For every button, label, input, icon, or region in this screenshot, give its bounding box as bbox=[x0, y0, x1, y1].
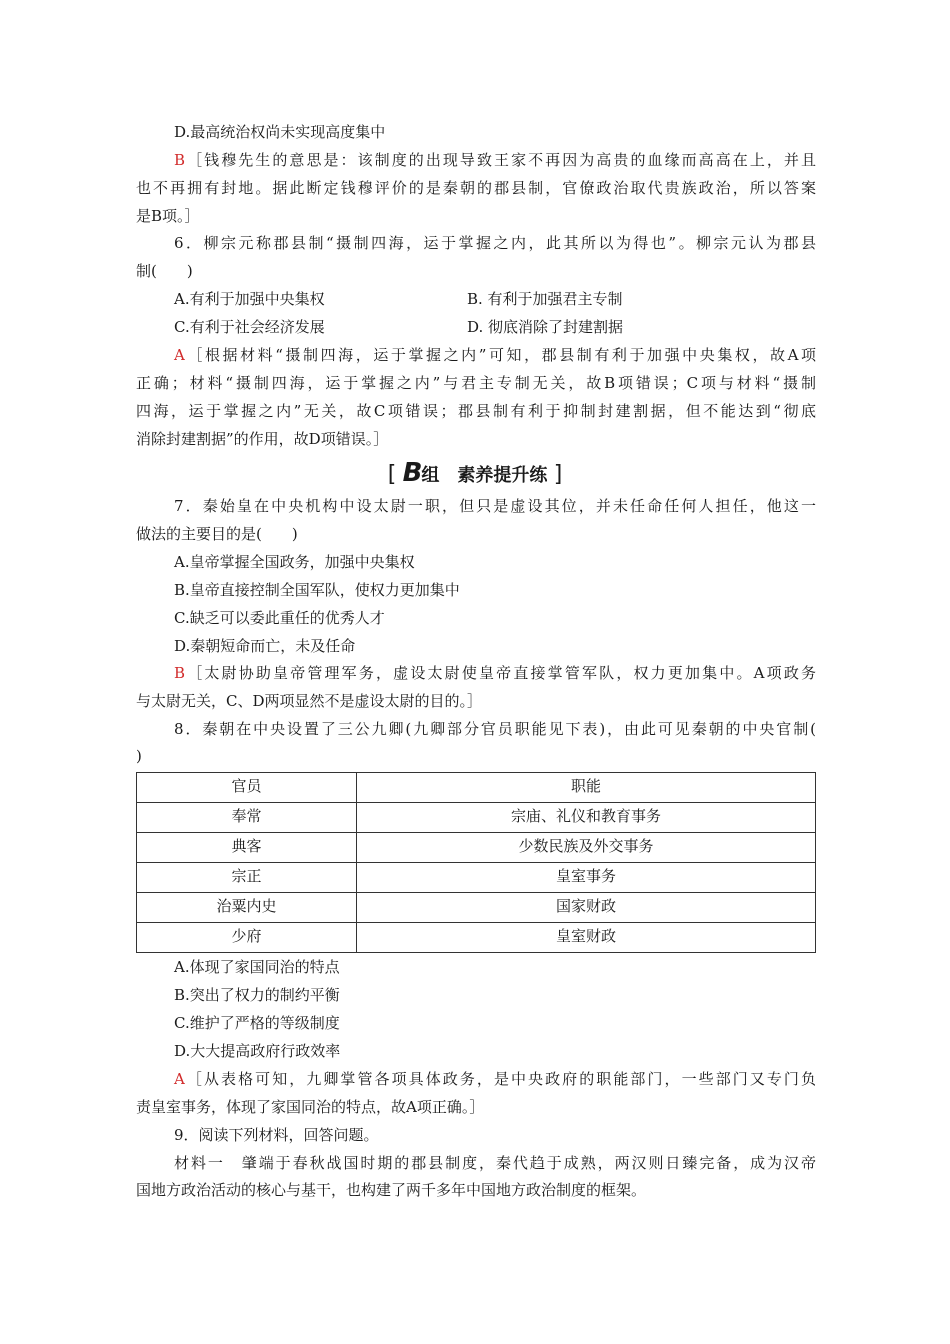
table-row bbox=[137, 803, 816, 833]
q7-option-c: C.缺乏可以委此重任的优秀人才 bbox=[174, 609, 385, 627]
q6-explanation-text: ［根据材料“摄制四海，运于掌握之内”可知，郡县制有利于加强中央集权，故A项 bbox=[184, 346, 816, 364]
table-cell-function: 皇室事务 bbox=[357, 863, 816, 893]
q8-stem-line2: ) bbox=[136, 747, 142, 765]
q5-option-d: D.最高统治权尚未实现高度集中 bbox=[174, 123, 386, 141]
q9-material1-line1: 材料一 肇端于春秋战国时期的郡县制度，秦代趋于成熟，两汉则日臻完备，成为汉帝 bbox=[174, 1154, 816, 1172]
q8-answer: A bbox=[174, 1070, 185, 1088]
q6-options-row2 bbox=[174, 317, 816, 337]
q8-explanation-text: ［从表格可知，九卿掌管各项具体政务，是中央政府的职能部门，一些部门又专门负 bbox=[184, 1070, 816, 1088]
q6-explanation-line4: 消除封建割据”的作用，故D项错误。］ bbox=[136, 430, 389, 448]
q8-explanation-line2: 责皇室事务，体现了家国同治的特点，故A项正确。］ bbox=[136, 1098, 485, 1116]
q6-stem-line1: 6．柳宗元称郡县制“摄制四海，运于掌握之内，此其所以为得也”。柳宗元认为郡县 bbox=[174, 234, 816, 252]
table-cell-function: 少数民族及外交事务 bbox=[357, 833, 816, 863]
q8-stem-line1: 8．秦朝在中央设置了三公九卿(九卿部分官员职能见下表)，由此可见秦朝的中央官制( bbox=[174, 720, 816, 738]
q7-explanation-text: ［太尉协助皇帝管理军务，虚设太尉使皇帝直接掌管军队，权力更加集中。A项政务 bbox=[185, 664, 816, 682]
table-cell-official: 宗正 bbox=[137, 863, 357, 893]
q6-explanation-line3: 四海，运于掌握之内”无关，故C项错误；郡县制有利于抑制封建割据，但不能达到“彻底 bbox=[136, 402, 816, 420]
q8-option-b: B.突出了权力的制约平衡 bbox=[174, 986, 340, 1004]
q9-stem: 9．阅读下列材料，回答问题。 bbox=[174, 1126, 379, 1144]
table-row bbox=[137, 863, 816, 893]
table-row bbox=[137, 923, 816, 953]
q6-stem-line2: 制( ) bbox=[136, 262, 193, 280]
q8-option-c: C.维护了严格的等级制度 bbox=[174, 1014, 340, 1032]
section-heading bbox=[0, 458, 950, 491]
section-letter: B bbox=[402, 458, 422, 488]
q6-option-a: A.有利于加强中央集权 bbox=[174, 290, 325, 308]
section-right-bracket: ] bbox=[553, 462, 563, 487]
q7-answer: B bbox=[174, 664, 186, 682]
q7-stem-line2: 做法的主要目的是( ) bbox=[136, 525, 298, 543]
q7-option-a: A.皇帝掌握全国政务，加强中央集权 bbox=[174, 553, 415, 571]
q7-explanation-line1 bbox=[174, 663, 816, 683]
table-cell-function: 皇室财政 bbox=[357, 923, 816, 953]
table-cell-function: 宗庙、礼仪和教育事务 bbox=[357, 803, 816, 833]
q5-explanation-line2: 也不再拥有封地。据此断定钱穆评价的是秦朝的郡县制，官僚政治取代贵族政治，所以答案 bbox=[136, 179, 816, 197]
table-header-function: 职能 bbox=[357, 773, 816, 803]
q8-option-a: A.体现了家国同治的特点 bbox=[174, 958, 340, 976]
q5-explanation-line1 bbox=[174, 150, 816, 170]
table-row bbox=[137, 833, 816, 863]
q5-explanation-text: ［钱穆先生的意思是：该制度的出现导致王家不再因为高贵的血缘而高高在上，并且 bbox=[185, 151, 816, 169]
q6-option-b: B. 有利于加强君主专制 bbox=[467, 290, 623, 308]
table-header-official: 官员 bbox=[137, 773, 357, 803]
q6-options-row1 bbox=[174, 289, 816, 309]
q7-explanation-line2: 与太尉无关，C、D两项显然不是虚设太尉的目的。］ bbox=[136, 692, 483, 710]
q7-option-b: B.皇帝直接控制全国军队，使权力更加集中 bbox=[174, 581, 460, 599]
q6-answer: A bbox=[174, 346, 185, 364]
q6-explanation-line2: 正确；材料“摄制四海，运于掌握之内”与君主专制无关，故B项错误；C项与材料“摄制 bbox=[136, 374, 816, 392]
q6-option-d: D. 彻底消除了封建割据 bbox=[467, 318, 624, 336]
q7-stem-line1: 7．秦始皇在中央机构中设太尉一职，但只是虚设其位，并未任命任何人担任，他这一 bbox=[174, 497, 816, 515]
q6-explanation-line1 bbox=[174, 345, 816, 365]
q6-option-c: C.有利于社会经济发展 bbox=[174, 318, 325, 336]
table-cell-official: 奉常 bbox=[137, 803, 357, 833]
table-cell-official: 典客 bbox=[137, 833, 357, 863]
q7-option-d: D.秦朝短命而亡，未及任命 bbox=[174, 637, 356, 655]
q5-explanation-line3: 是B项。］ bbox=[136, 207, 200, 225]
officials-table bbox=[136, 772, 816, 953]
q8-option-d: D.大大提高政府行政效率 bbox=[174, 1042, 341, 1060]
section-left-bracket: [ bbox=[387, 462, 397, 487]
table-cell-function: 国家财政 bbox=[357, 893, 816, 923]
table-cell-official: 少府 bbox=[137, 923, 357, 953]
q9-material1-line2: 国地方政治活动的核心与基干，也构建了两千多年中国地方政治制度的框架。 bbox=[136, 1181, 647, 1199]
table-cell-official: 治粟内史 bbox=[137, 893, 357, 923]
table-header-row bbox=[137, 773, 816, 803]
q8-explanation-line1 bbox=[174, 1069, 816, 1089]
q5-answer: B bbox=[174, 151, 186, 169]
table-row bbox=[137, 893, 816, 923]
section-title: 组 素养提升练 bbox=[421, 465, 548, 486]
